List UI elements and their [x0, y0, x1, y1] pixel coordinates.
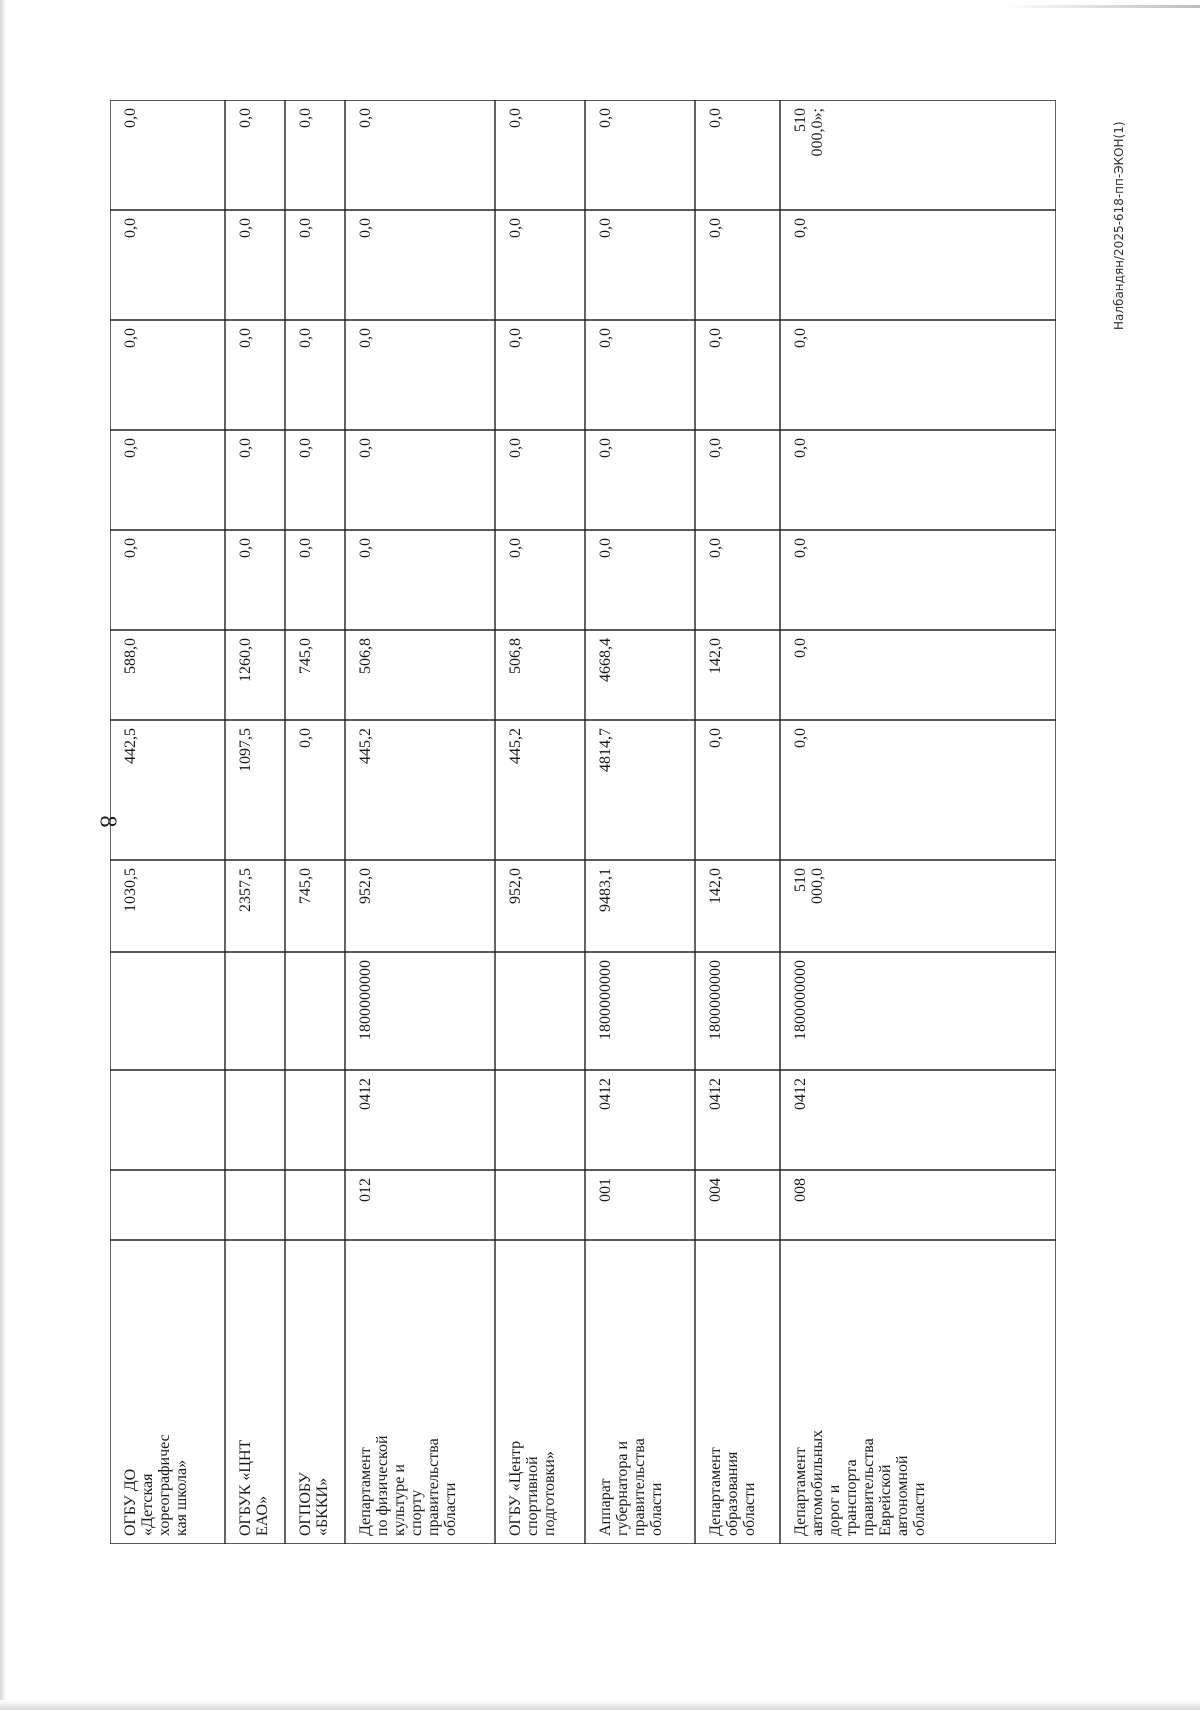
- value-cell: 0,0: [237, 328, 254, 348]
- value-cell: 952,0: [507, 868, 524, 904]
- value-cell: 0,0: [357, 328, 374, 348]
- value-cell: 0,0: [597, 538, 614, 558]
- value-cell: 0,0: [707, 218, 724, 238]
- code-cell: 1800000000: [357, 960, 374, 1040]
- row-label: ОГБУ «Центр спортивной подготовки»: [507, 1440, 558, 1536]
- value-cell: 0,0: [507, 328, 524, 348]
- value-cell: 142,0: [707, 868, 724, 904]
- value-cell: 445,2: [507, 728, 524, 764]
- value-cell: 952,0: [357, 868, 374, 904]
- value-cell: 1097,5: [237, 728, 254, 772]
- value-cell: 1260,0: [237, 638, 254, 682]
- value-cell: 142,0: [707, 638, 724, 674]
- value-cell: 0,0: [707, 108, 724, 128]
- value-cell: 0,0: [237, 438, 254, 458]
- value-cell: 0,0: [707, 438, 724, 458]
- code-cell: 1800000000: [707, 960, 724, 1040]
- value-cell: 0,0: [597, 438, 614, 458]
- value-cell: 510 000,0»;: [792, 108, 826, 157]
- value-cell: 0,0: [792, 438, 809, 458]
- row-label: ОГБУК «ЦНТ ЕАО»: [237, 1439, 271, 1536]
- code-cell: 001: [597, 1178, 614, 1202]
- value-cell: 0,0: [122, 538, 139, 558]
- row-label: Департамент образования области: [707, 1447, 758, 1536]
- code-cell: 008: [792, 1178, 809, 1202]
- value-cell: 0,0: [507, 218, 524, 238]
- row-label: ОГБУ ДО «Детская хореографичес кая школа»: [122, 1434, 190, 1536]
- value-cell: 0,0: [792, 218, 809, 238]
- value-cell: 506,8: [507, 638, 524, 674]
- value-cell: 745,0: [297, 638, 314, 674]
- value-cell: 0,0: [507, 538, 524, 558]
- code-cell: 0412: [707, 1078, 724, 1110]
- value-cell: 0,0: [297, 108, 314, 128]
- scan-left-edge: [0, 0, 6, 1710]
- code-cell: 0412: [792, 1078, 809, 1110]
- row-label: Департамент по физической культуре и спорту правительства области: [357, 1435, 459, 1536]
- value-cell: 2357,5: [237, 868, 254, 912]
- value-cell: 0,0: [122, 108, 139, 128]
- row-label: ОГПОБУ «БККИ»: [297, 1472, 331, 1536]
- value-cell: 0,0: [707, 728, 724, 748]
- value-cell: 506,8: [357, 638, 374, 674]
- value-cell: 442,5: [122, 728, 139, 764]
- value-cell: 0,0: [792, 638, 809, 658]
- value-cell: 4814,7: [597, 728, 614, 772]
- value-cell: 0,0: [507, 438, 524, 458]
- value-cell: 0,0: [122, 438, 139, 458]
- value-cell: 0,0: [237, 218, 254, 238]
- value-cell: 0,0: [122, 218, 139, 238]
- page-number: 8: [94, 815, 121, 828]
- value-cell: 0,0: [122, 328, 139, 348]
- value-cell: 0,0: [357, 538, 374, 558]
- value-cell: 0,0: [792, 328, 809, 348]
- code-cell: 0412: [357, 1078, 374, 1110]
- code-cell: 012: [357, 1178, 374, 1202]
- value-cell: 0,0: [597, 218, 614, 238]
- value-cell: 588,0: [122, 638, 139, 674]
- value-cell: 0,0: [297, 728, 314, 748]
- row-label: Аппарат губернатора и правительства области: [597, 1438, 665, 1536]
- value-cell: 0,0: [297, 328, 314, 348]
- budget-table: [110, 100, 1056, 1544]
- value-cell: 0,0: [597, 328, 614, 348]
- code-cell: 0412: [597, 1078, 614, 1110]
- value-cell: 0,0: [707, 328, 724, 348]
- value-cell: 9483,1: [597, 868, 614, 912]
- value-cell: 445,2: [357, 728, 374, 764]
- value-cell: 0,0: [507, 108, 524, 128]
- value-cell: 0,0: [297, 438, 314, 458]
- scan-top-mark: [1000, 5, 1200, 8]
- value-cell: 0,0: [357, 108, 374, 128]
- value-cell: 1030,5: [122, 868, 139, 912]
- value-cell: 0,0: [297, 538, 314, 558]
- value-cell: 0,0: [357, 218, 374, 238]
- code-cell: 1800000000: [597, 960, 614, 1040]
- code-cell: 004: [707, 1178, 724, 1202]
- value-cell: 0,0: [707, 538, 724, 558]
- value-cell: 0,0: [792, 728, 809, 748]
- document-id: Налбандян/2025-618-пп-ЭКОН(1): [1112, 121, 1126, 330]
- value-cell: 0,0: [597, 108, 614, 128]
- value-cell: 510 000,0: [792, 868, 826, 904]
- value-cell: 0,0: [237, 108, 254, 128]
- code-cell: 1800000000: [792, 960, 809, 1040]
- value-cell: 0,0: [792, 538, 809, 558]
- scan-bottom-edge: [0, 1700, 1200, 1710]
- value-cell: 4668,4: [597, 638, 614, 682]
- value-cell: 0,0: [297, 218, 314, 238]
- value-cell: 0,0: [357, 438, 374, 458]
- value-cell: 745,0: [297, 868, 314, 904]
- value-cell: 0,0: [237, 538, 254, 558]
- row-label: Департамент автомобильных дорог и транспорта правительства Еврейской автономной области: [792, 1429, 928, 1536]
